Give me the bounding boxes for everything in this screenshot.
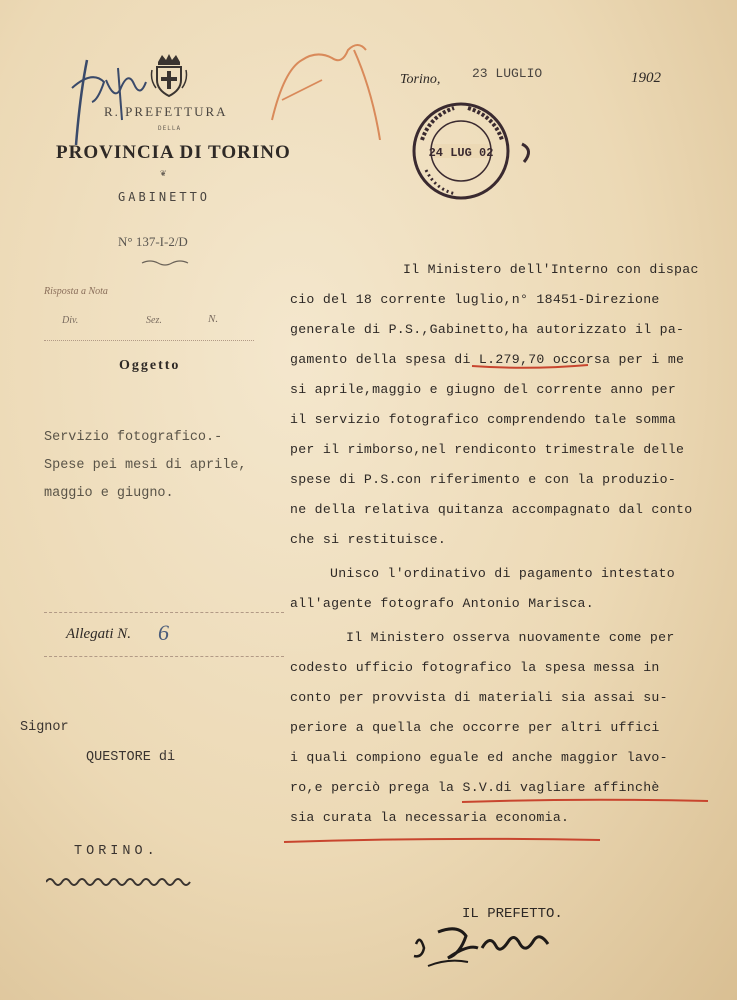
stamp-date: 24 LUG 02: [428, 146, 494, 160]
subject-label: Oggetto: [119, 358, 181, 373]
body-line: generale di P.S.,Gabinetto,ha autorizzato il pa-: [290, 322, 685, 337]
date-place: Torino,: [400, 72, 441, 87]
body-line: gamento della spesa di L.279,70 occorsa per i me: [290, 352, 685, 367]
body-line: spese di P.S.con riferimento e con la produzio-: [290, 472, 677, 487]
body-line: codesto ufficio fotografico la spesa messa in: [290, 660, 660, 675]
body-line: Il Ministero osserva nuovamente come per: [346, 630, 675, 645]
reply-divider: [44, 340, 254, 341]
body-line: il servizio fotografico comprendendo tale somma: [290, 412, 677, 427]
body-line: conto per provvista di materiali sia assai su-: [290, 690, 668, 705]
reply-to-note-label: Risposta a Nota: [44, 286, 108, 297]
province-title: PROVINCIA DI TORINO: [56, 142, 291, 163]
body-line: periore a quella che occorre per altri uffici: [290, 720, 660, 735]
body-line: all'agente fotografo Antonio Marisca.: [290, 596, 594, 611]
ornament: ❦: [160, 168, 167, 179]
attachments-label: Allegati N.: [66, 626, 131, 642]
date-day-month: 23 LUGLIO: [472, 66, 543, 81]
subject-line: maggio e giugno.: [44, 486, 174, 501]
divider-flourish: [140, 258, 190, 268]
attachments-count: 6: [158, 620, 169, 645]
red-underline-amount: [470, 362, 590, 372]
stamp-mark: [518, 140, 538, 166]
recipient-city: TORINO.: [74, 844, 159, 859]
red-underline-request: [460, 796, 710, 806]
body-line: cio del 18 corrente luglio,n° 18451-Direzione: [290, 292, 660, 307]
body-line: che si restituisce.: [290, 532, 447, 547]
body-line: i quali compiono eguale ed anche maggior lavo-: [290, 750, 668, 765]
handwritten-annotation-mark: [62, 40, 152, 150]
decorative-border: [46, 876, 196, 888]
body-line: sia curata la necessaria economia.: [290, 810, 570, 825]
body-line: Il Ministero dell'Interno con dispac: [403, 262, 699, 277]
protocol-number: N° 137-I-2/D: [118, 234, 188, 249]
body-line: Unisco l'ordinativo di pagamento intestato: [330, 566, 675, 581]
received-stamp: [410, 100, 512, 202]
body-line: si aprile,maggio e giugno del corrente anno per: [290, 382, 677, 397]
division-label: Div.: [62, 315, 79, 326]
salutation: Signor: [20, 720, 69, 735]
body-line: ne della relativa quitanza accompagnato dal conto: [290, 502, 693, 517]
signature-title: IL PREFETTO.: [462, 906, 563, 922]
body-line: ro,e perciò prega la S.V.di vagliare affinchè: [290, 780, 660, 795]
handwritten-signature: [408, 914, 568, 974]
coat-of-arms-icon: [150, 52, 188, 98]
office-name: R. PREFETTURA: [104, 104, 228, 119]
subject-line: Servizio fotografico.-: [44, 430, 223, 445]
number-label: N.: [208, 313, 219, 325]
red-underline-economy: [282, 834, 602, 846]
subject-line: Spese pei mesi di aprile,: [44, 458, 247, 473]
attachments-divider-bottom: [44, 656, 284, 657]
red-pencil-annotation: [262, 30, 382, 140]
date-year: 1902: [631, 70, 661, 86]
della-label: DELLA: [158, 125, 182, 132]
body-line: per il rimborso,nel rendiconto trimestrale delle: [290, 442, 685, 457]
department-name: GABINETTO: [118, 190, 211, 204]
recipient-title: QUESTORE di: [86, 750, 176, 765]
section-label: Sez.: [146, 315, 162, 326]
attachments-divider-top: [44, 612, 284, 613]
